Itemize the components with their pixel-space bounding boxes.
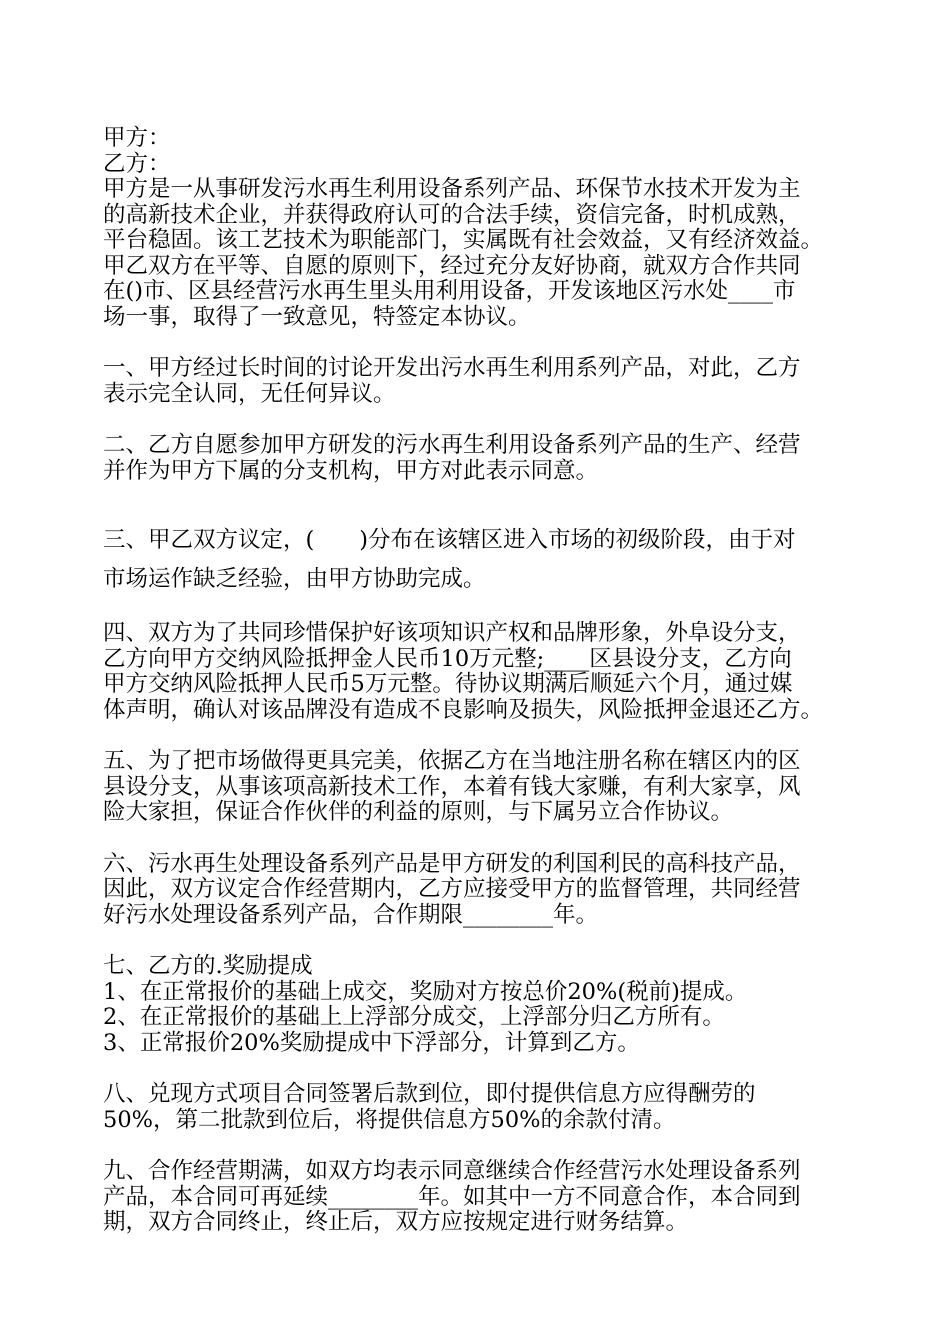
clause-line: 四、双方为了共同珍惜保护好该项知识产权和品牌形象，外阜设分支， xyxy=(103,620,801,646)
clause-9 xyxy=(103,1159,873,1236)
clause-6 xyxy=(103,852,873,929)
intro-line: 甲方是一从事研发污水再生利用设备系列产品、环保节水技术开发为主 xyxy=(103,176,801,202)
clause-8 xyxy=(103,1082,873,1133)
intro-line: 在()市、区县经营污水再生里头用利用设备，开发该地区污水处____市 xyxy=(103,278,796,304)
clause-2 xyxy=(103,433,873,484)
clause-line: 二、乙方自愿参加甲方研发的污水再生利用设备系列产品的生产、经营 xyxy=(103,432,801,458)
clause-5 xyxy=(103,749,873,826)
clause-line: 2、在正常报价的基础上上浮部分成交，上浮部分归乙方所有。 xyxy=(103,1004,725,1030)
clause-7 xyxy=(103,954,873,1056)
clause-line: 市场运作缺乏经验，由甲方协助完成。 xyxy=(103,566,486,592)
clause-line: 表示完全认同，无任何异议。 xyxy=(103,380,396,407)
party-a-label: 甲方： xyxy=(103,125,171,151)
intro-paragraph xyxy=(103,177,873,330)
paragraph-gap xyxy=(103,407,873,433)
clause-line: 县设分支，从事该项高新技术工作，本着有钱大家赚，有利大家享，风 xyxy=(103,773,801,800)
paragraph-gap xyxy=(103,723,873,749)
clause-line: 50%，第二批款到位后，将提供信息方50%的余款付清。 xyxy=(103,1106,676,1133)
clause-line: 好污水处理设备系列产品，合作期限________年。 xyxy=(103,901,599,928)
clause-line: 一、甲方经过长时间的讨论开发出污水再生利用系列产品，对此，乙方 xyxy=(103,355,801,381)
clause-line: 并作为甲方下属的分支机构，甲方对此表示同意。 xyxy=(103,457,599,484)
clause-line: 险大家担，保证合作伙伴的利益的原则，与下属另立合作协议。 xyxy=(103,799,734,825)
clause-line: 乙方向甲方交纳风险抵押金人民币10万元整;____区县设分支，乙方向 xyxy=(103,645,792,672)
intro-line: 场一事，取得了一致意见，特签定本协议。 xyxy=(103,303,531,330)
clause-line: 五、为了把市场做得更具完美，依据乙方在当地注册名称在辖区内的区 xyxy=(103,748,801,774)
clause-1 xyxy=(103,356,873,407)
clause-4 xyxy=(103,621,873,723)
paragraph-gap xyxy=(103,826,873,852)
clause-line: 期，双方合同终止，终止后，双方应按规定进行财务结算。 xyxy=(103,1209,689,1235)
party-b-label: 乙方： xyxy=(103,150,171,177)
clause-line: 八、兑现方式项目合同签署后款到位，即付提供信息方应得酬劳的 xyxy=(103,1081,756,1107)
clause-line: 甲方交纳风险抵押人民币5万元整。待协议期满后顺延六个月，通过媒 xyxy=(103,671,793,697)
paragraph-gap xyxy=(103,599,873,621)
clause-line: 1、在正常报价的基础上成交，奖励对方按总价20%(税前)提成。 xyxy=(103,978,748,1005)
clause-line: 三、甲乙双方议定，( )分布在该辖区进入市场的初级阶段，由于对 xyxy=(103,527,796,553)
contract-document xyxy=(103,126,873,1236)
clause-3 xyxy=(103,521,873,599)
clause-line: 七、乙方的.奖励提成 xyxy=(103,953,313,979)
paragraph-gap xyxy=(103,928,873,954)
intro-line: 的高新技术企业，并获得政府认可的合法手续，资信完备，时机成熟， xyxy=(103,201,801,228)
clause-line: 3、正常报价20%奖励提成中下浮部分，计算到乙方。 xyxy=(103,1029,640,1056)
clause-line: 体声明，确认对该品牌没有造成不良影响及损失，风险抵押金退还乙方。 xyxy=(103,696,824,723)
intro-line: 甲乙双方在平等、自愿的原则下，经过充分友好协商，就双方合作共同 xyxy=(103,252,801,279)
clause-line: 因此，双方议定合作经营期内，乙方应接受甲方的监督管理，共同经营 xyxy=(103,876,801,902)
intro-line: 平台稳固。该工艺技术为职能部门，实属既有社会效益，又有经济效益。 xyxy=(103,227,824,253)
paragraph-gap xyxy=(103,330,873,356)
paragraph-gap xyxy=(103,484,873,521)
paragraph-gap xyxy=(103,1056,873,1082)
clause-line: 产品，本合同可再延续________年。如其中一方不同意合作，本合同到 xyxy=(103,1183,801,1210)
paragraph-gap xyxy=(103,1133,873,1159)
clause-line: 六、污水再生处理设备系列产品是甲方研发的利国利民的高科技产品， xyxy=(103,850,801,877)
clause-line: 九、合作经营期满，如双方均表示同意继续合作经营污水处理设备系列 xyxy=(103,1158,801,1184)
